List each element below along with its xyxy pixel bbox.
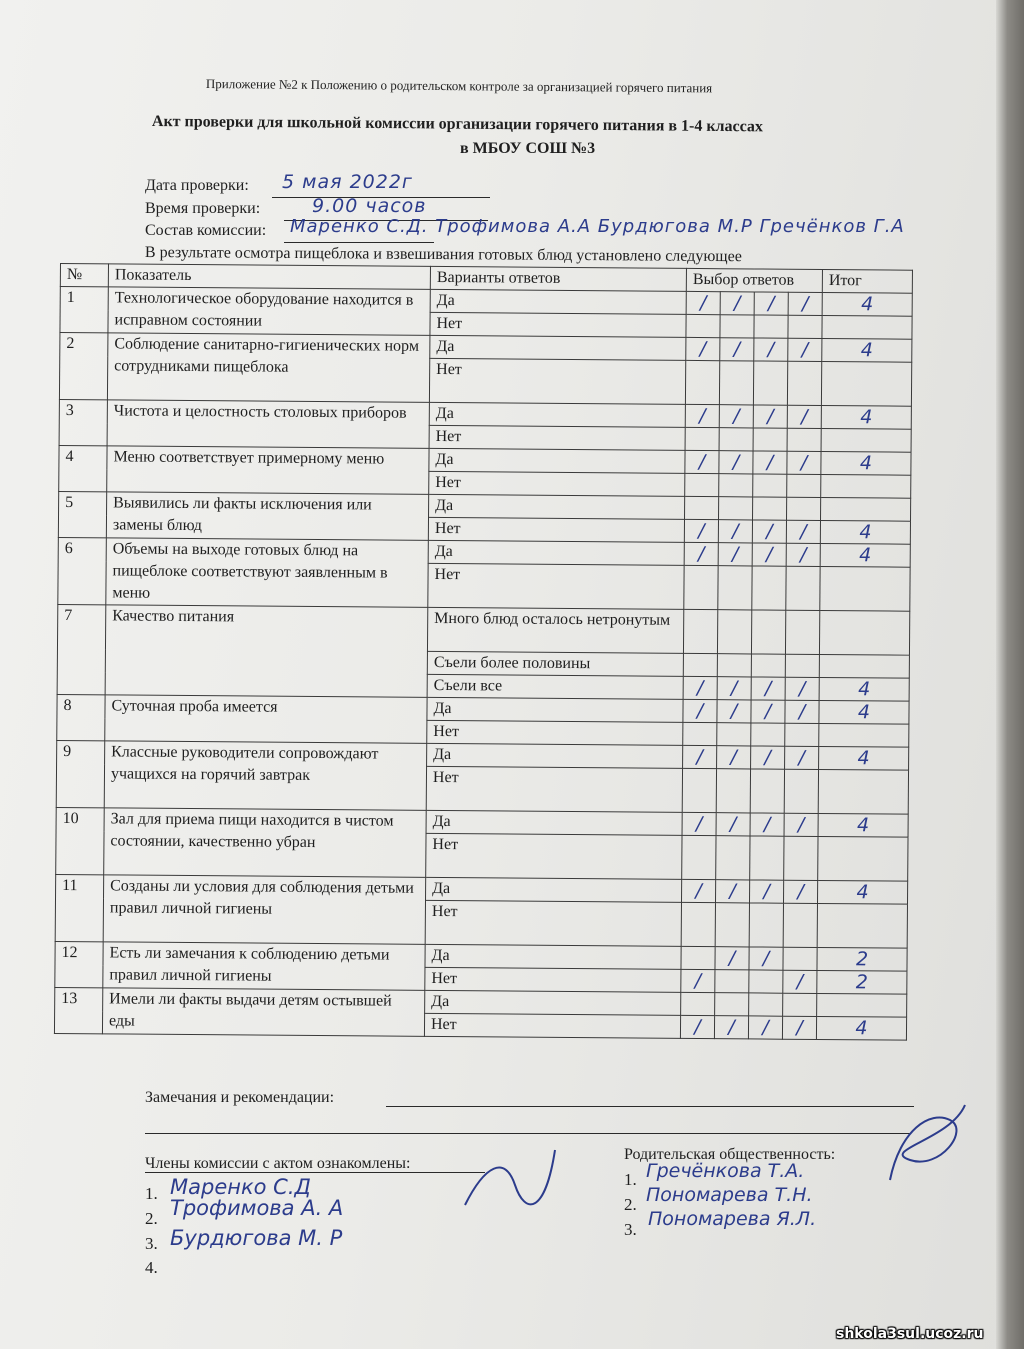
tick-mark bbox=[785, 654, 819, 677]
answer-option: Да bbox=[425, 944, 681, 969]
row-indicator: Выявились ли факты исключения или замены блюд bbox=[106, 492, 428, 541]
header-total: Итог bbox=[822, 269, 912, 293]
answer-option: Съели более половины bbox=[427, 651, 683, 676]
answer-total bbox=[817, 993, 907, 1017]
signature-scribble bbox=[880, 1100, 970, 1190]
row-indicator: Качество питания bbox=[105, 605, 428, 698]
tick-mark: / bbox=[785, 746, 819, 769]
remarks-line-1 bbox=[386, 1106, 914, 1107]
member-number: 3. bbox=[145, 1234, 158, 1253]
members-label: Члены комиссии с актом ознакомлены: bbox=[145, 1155, 411, 1172]
tick-mark bbox=[754, 315, 788, 338]
photo-background-edge bbox=[996, 0, 1024, 1349]
tick-mark bbox=[787, 474, 821, 497]
tick-mark bbox=[785, 723, 819, 746]
tick-mark: / bbox=[751, 700, 785, 723]
tick-mark: / bbox=[715, 880, 749, 903]
answer-total: 4 bbox=[819, 746, 909, 770]
tick-mark: / bbox=[717, 677, 751, 700]
row-number: 12 bbox=[55, 941, 103, 987]
answer-total: 4 bbox=[821, 405, 911, 429]
tick-mark: / bbox=[786, 543, 820, 566]
signature-scribble bbox=[455, 1145, 565, 1220]
answer-option: Нет bbox=[429, 358, 685, 404]
parent-signature-3: Пономарева Я.Л. bbox=[648, 1208, 817, 1230]
answer-total bbox=[821, 474, 911, 498]
answer-option: Да bbox=[430, 289, 686, 314]
row-number: 4 bbox=[59, 445, 107, 491]
remarks-label: Замечания и рекомендации: bbox=[145, 1089, 335, 1106]
tick-mark bbox=[719, 428, 753, 451]
tick-mark bbox=[715, 993, 749, 1016]
answer-total: 4 bbox=[819, 700, 909, 724]
parent-number: 3. bbox=[624, 1220, 637, 1239]
tick-mark: / bbox=[750, 813, 784, 836]
header-options: Варианты ответов bbox=[430, 266, 686, 291]
tick-mark bbox=[749, 903, 783, 947]
header-indicator: Показатель bbox=[108, 264, 430, 290]
answer-total bbox=[819, 654, 909, 678]
tick-mark bbox=[719, 361, 753, 405]
tick-mark bbox=[685, 360, 719, 404]
tick-mark: / bbox=[751, 677, 785, 700]
answer-option: Да bbox=[429, 448, 685, 473]
row-indicator: Классные руководители сопровождают учащихся на горячий завтрак bbox=[104, 741, 427, 811]
parent-number: 1. bbox=[624, 1170, 637, 1189]
tick-mark: / bbox=[752, 543, 786, 566]
row-number: 2 bbox=[59, 333, 108, 400]
answer-total bbox=[818, 836, 908, 881]
tick-mark bbox=[750, 836, 784, 880]
answer-option: Нет bbox=[430, 312, 686, 337]
member-signature-2: Трофимова А. А bbox=[170, 1196, 344, 1220]
tick-mark: / bbox=[787, 405, 821, 428]
tick-mark: / bbox=[685, 404, 719, 427]
answer-option: Нет bbox=[425, 967, 681, 992]
answer-total: 2 bbox=[817, 970, 907, 994]
document-subtitle: в МБОУ СОШ №3 bbox=[460, 140, 596, 157]
header-choice: Выбор ответов bbox=[686, 268, 822, 292]
header-num: № bbox=[60, 264, 108, 287]
row-indicator: Имели ли факты выдачи детям остывшей еды bbox=[102, 988, 424, 1037]
tick-mark: / bbox=[718, 543, 752, 566]
tick-mark bbox=[788, 315, 822, 338]
tick-mark bbox=[717, 654, 751, 677]
tick-mark bbox=[683, 653, 717, 676]
tick-mark: / bbox=[681, 969, 715, 992]
row-indicator: Суточная проба имеется bbox=[105, 695, 427, 744]
tick-mark: / bbox=[753, 451, 787, 474]
commission-label: Состав комиссии: bbox=[145, 222, 267, 239]
tick-mark bbox=[751, 610, 785, 654]
tick-mark: / bbox=[717, 746, 751, 769]
tick-mark bbox=[787, 497, 821, 520]
tick-mark bbox=[682, 835, 716, 879]
tick-mark bbox=[720, 315, 754, 338]
parents-label: Родительская общественность: bbox=[624, 1146, 836, 1163]
tick-mark: / bbox=[749, 880, 783, 903]
row-indicator: Есть ли замечания к соблюдению детьми правил личной гигиены bbox=[103, 942, 425, 991]
tick-mark bbox=[784, 836, 818, 880]
answer-option: Да bbox=[426, 877, 682, 902]
tick-mark: / bbox=[785, 677, 819, 700]
tick-mark bbox=[681, 902, 715, 946]
answer-total bbox=[820, 566, 910, 611]
tick-mark: / bbox=[788, 338, 822, 361]
tick-mark bbox=[787, 361, 821, 405]
row-indicator: Технологическое оборудование находится в исправном состоянии bbox=[108, 287, 430, 336]
tick-mark: / bbox=[716, 813, 750, 836]
tick-mark bbox=[681, 992, 715, 1015]
tick-mark bbox=[684, 565, 718, 609]
answer-total: 4 bbox=[817, 880, 907, 904]
answer-total: 2 bbox=[817, 947, 907, 971]
tick-mark bbox=[751, 723, 785, 746]
row-indicator: Зал для приема пищи находится в чистом состоянии, качественно убран bbox=[104, 808, 427, 878]
row-indicator: Соблюдение санитарно-гигиенических норм сотрудниками пищеблока bbox=[107, 333, 430, 403]
answer-option: Да bbox=[425, 990, 681, 1015]
tick-mark bbox=[716, 836, 750, 880]
tick-mark: / bbox=[681, 879, 715, 902]
answer-option: Много блюд осталось нетронутым bbox=[427, 607, 683, 653]
tick-mark bbox=[750, 769, 784, 813]
tick-mark bbox=[783, 993, 817, 1016]
answer-option: Нет bbox=[426, 766, 682, 812]
row-number: 10 bbox=[56, 807, 105, 874]
document-title: Акт проверки для школьной комиссии организации горячего питания в 1-4 классах bbox=[151, 113, 764, 136]
answer-option: Нет bbox=[424, 1013, 680, 1038]
answer-total bbox=[821, 361, 911, 406]
tick-mark: / bbox=[782, 1016, 816, 1039]
tick-mark bbox=[685, 427, 719, 450]
time-label: Время проверки: bbox=[145, 200, 261, 217]
answer-option: Да bbox=[430, 335, 686, 360]
tick-mark bbox=[719, 474, 753, 497]
tick-mark: / bbox=[720, 338, 754, 361]
tick-mark bbox=[749, 970, 783, 993]
answer-total bbox=[819, 610, 909, 655]
row-number: 6 bbox=[58, 537, 107, 604]
answer-total bbox=[818, 769, 908, 814]
tick-mark bbox=[753, 497, 787, 520]
answer-option: Да bbox=[427, 743, 683, 768]
tick-mark: / bbox=[752, 520, 786, 543]
answer-total bbox=[817, 903, 907, 948]
answer-option: Да bbox=[429, 494, 685, 519]
answer-total: 4 bbox=[819, 677, 909, 701]
tick-mark bbox=[753, 428, 787, 451]
tick-mark: / bbox=[717, 700, 751, 723]
time-value: 9.00 часов bbox=[312, 195, 427, 217]
tick-mark: / bbox=[783, 970, 817, 993]
tick-mark bbox=[783, 947, 817, 970]
answer-option: Нет bbox=[429, 425, 685, 450]
answer-option: Нет bbox=[426, 833, 682, 879]
tick-mark: / bbox=[718, 520, 752, 543]
tick-mark bbox=[787, 428, 821, 451]
parent-signature-2: Пономарева Т.Н. bbox=[646, 1184, 813, 1206]
row-indicator: Меню соответствует примерному меню bbox=[107, 446, 429, 495]
answer-total: 4 bbox=[816, 1016, 906, 1040]
row-indicator: Чистота и целостность столовых приборов bbox=[107, 400, 429, 449]
answer-option: Да bbox=[427, 697, 683, 722]
tick-mark: / bbox=[680, 1015, 714, 1038]
tick-mark bbox=[685, 473, 719, 496]
row-number: 1 bbox=[60, 287, 108, 333]
tick-mark: / bbox=[754, 338, 788, 361]
answer-option: Нет bbox=[428, 517, 684, 542]
tick-mark bbox=[685, 496, 719, 519]
answer-option: Да bbox=[429, 402, 685, 427]
date-label: Дата проверки: bbox=[145, 177, 249, 194]
tick-mark: / bbox=[788, 292, 822, 315]
tick-mark: / bbox=[749, 947, 783, 970]
tick-mark: / bbox=[715, 947, 749, 970]
answer-total: 4 bbox=[822, 338, 912, 362]
tick-mark: / bbox=[784, 813, 818, 836]
answer-option: Нет bbox=[425, 900, 681, 946]
answer-option: Нет bbox=[427, 720, 683, 745]
row-number: 13 bbox=[54, 987, 102, 1033]
tick-mark: / bbox=[686, 337, 720, 360]
tick-mark: / bbox=[684, 542, 718, 565]
tick-mark bbox=[753, 361, 787, 405]
answer-option: Да bbox=[428, 540, 684, 565]
answer-option: Нет bbox=[428, 563, 684, 609]
tick-mark: / bbox=[683, 699, 717, 722]
answer-total bbox=[821, 497, 911, 521]
tick-mark: / bbox=[748, 1016, 782, 1039]
tick-mark: / bbox=[720, 292, 754, 315]
commission-underline bbox=[284, 242, 434, 243]
answer-total bbox=[821, 428, 911, 452]
tick-mark bbox=[686, 314, 720, 337]
row-number: 7 bbox=[57, 604, 106, 694]
tick-mark bbox=[786, 566, 820, 610]
tick-mark bbox=[749, 993, 783, 1016]
tick-mark: / bbox=[686, 291, 720, 314]
parent-signature-1: Гречёнкова Т.А. bbox=[646, 1160, 805, 1182]
tick-mark: / bbox=[785, 700, 819, 723]
member-signature-1: Маренко С.Д bbox=[170, 1175, 311, 1199]
answer-total bbox=[822, 315, 912, 339]
tick-mark: / bbox=[684, 519, 718, 542]
member-number: 4. bbox=[145, 1258, 158, 1277]
tick-mark: / bbox=[787, 451, 821, 474]
tick-mark: / bbox=[685, 450, 719, 473]
tick-mark: / bbox=[754, 292, 788, 315]
tick-mark bbox=[682, 768, 716, 812]
row-number: 11 bbox=[55, 874, 104, 941]
tick-mark bbox=[718, 566, 752, 610]
tick-mark bbox=[783, 903, 817, 947]
answer-option: Нет bbox=[429, 471, 685, 496]
tick-mark bbox=[683, 722, 717, 745]
answer-total: 4 bbox=[821, 451, 911, 475]
tick-mark bbox=[785, 610, 819, 654]
row-indicator: Созданы ли условия для соблюдения детьми правил личной гигиены bbox=[103, 875, 426, 945]
tick-mark: / bbox=[751, 746, 785, 769]
tick-mark: / bbox=[682, 812, 716, 835]
inspection-table bbox=[54, 263, 913, 1041]
tick-mark bbox=[752, 566, 786, 610]
tick-mark: / bbox=[783, 880, 817, 903]
remarks-line-2 bbox=[145, 1133, 910, 1134]
date-value: 5 мая 2022г bbox=[282, 171, 413, 193]
tick-mark bbox=[715, 903, 749, 947]
answer-total: 4 bbox=[822, 292, 912, 316]
tick-mark: / bbox=[683, 676, 717, 699]
tick-mark bbox=[681, 946, 715, 969]
tick-mark bbox=[717, 723, 751, 746]
tick-mark: / bbox=[714, 1016, 748, 1039]
result-text: В результате осмотра пищеблока и взвешивания готовых блюд установлено следующее bbox=[144, 244, 742, 266]
tick-mark: / bbox=[719, 451, 753, 474]
tick-mark bbox=[683, 609, 717, 653]
member-signature-3: Бурдюгова М. Р bbox=[170, 1226, 343, 1250]
tick-mark: / bbox=[719, 405, 753, 428]
row-number: 3 bbox=[59, 399, 107, 445]
row-number: 8 bbox=[57, 694, 105, 740]
answer-total bbox=[819, 723, 909, 747]
appendix-note: Приложение №2 к Положению о родительском контроле за организацией горячего питания bbox=[205, 76, 713, 96]
tick-mark: / bbox=[786, 520, 820, 543]
tick-mark bbox=[719, 497, 753, 520]
row-indicator: Объемы на выходе готовых блюд на пищеблоке соответствуют заявленным в меню bbox=[106, 538, 429, 608]
tick-mark bbox=[751, 654, 785, 677]
member-number: 2. bbox=[145, 1209, 158, 1228]
answer-total: 4 bbox=[820, 520, 910, 544]
tick-mark: / bbox=[753, 405, 787, 428]
row-number: 9 bbox=[56, 740, 105, 807]
answer-option: Да bbox=[426, 810, 682, 835]
tick-mark bbox=[716, 769, 750, 813]
member-number: 1. bbox=[145, 1184, 158, 1203]
row-number: 5 bbox=[58, 491, 106, 537]
commission-value: Маренко С.Д. Трофимова А.А Бурдюгова М.Р Гречёнков Г.А bbox=[290, 216, 905, 237]
parent-number: 2. bbox=[624, 1195, 637, 1214]
tick-mark bbox=[753, 474, 787, 497]
site-watermark: shkola3sul.ucoz.ru bbox=[836, 1326, 984, 1342]
tick-mark bbox=[717, 610, 751, 654]
tick-mark bbox=[715, 970, 749, 993]
answer-option: Съели все bbox=[427, 674, 683, 699]
tick-mark bbox=[784, 769, 818, 813]
tick-mark: / bbox=[683, 745, 717, 768]
answer-total: 4 bbox=[818, 813, 908, 837]
members-underline bbox=[145, 1172, 485, 1173]
table-row bbox=[57, 604, 909, 655]
answer-total: 4 bbox=[820, 543, 910, 567]
